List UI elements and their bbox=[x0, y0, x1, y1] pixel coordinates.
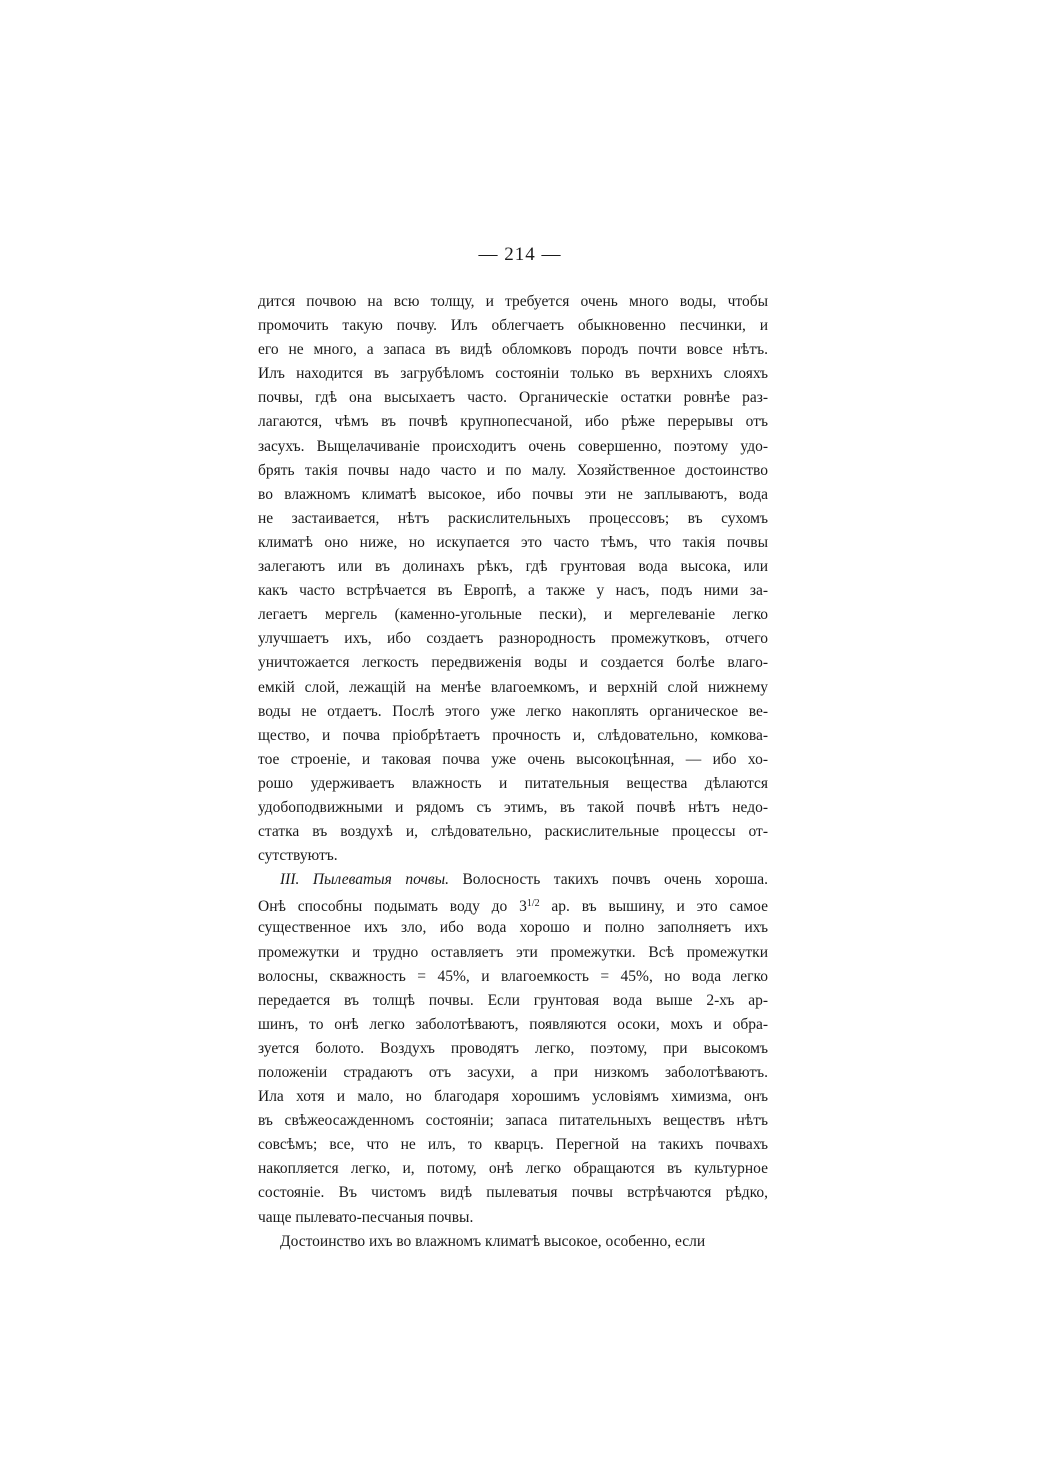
paragraph1-line: легаетъ мергель (каменно-угольные пески), и мергелеваніе легко bbox=[258, 606, 768, 624]
paragraph2-line: совсѣмъ; все, что не илъ, то кварцъ. Перегной на такихъ почвахъ bbox=[258, 1136, 768, 1154]
paragraph2-line: шинъ, то онѣ легко заболотѣваютъ, появляются осоки, мохъ и обра- bbox=[258, 1015, 768, 1033]
line-text: ар. въ вышину, и это самое bbox=[539, 898, 768, 916]
fraction: 1/2 bbox=[526, 898, 540, 910]
paragraph1-line: Илъ находится въ загрубѣломъ состояніи только въ верхнихъ слояхъ bbox=[258, 365, 768, 383]
paragraph1-line: промочить такую почву. Илъ облегчаетъ обыкновенно песчинки, и bbox=[258, 317, 768, 335]
paragraph2-line: чаще пылевато-песчаныя почвы. bbox=[258, 1208, 474, 1226]
paragraph1-line: брять такія почвы надо часто и по малу. Хозяйственное достоинство bbox=[258, 461, 768, 479]
paragraph2-line: Ила хотя и мало, но благодаря хорошимъ условіямъ химизма, онъ bbox=[258, 1088, 768, 1106]
paragraph1-line: улучшаетъ ихъ, ибо создаетъ разнородность промежутковъ, отчего bbox=[258, 630, 768, 648]
paragraph1-line: климатѣ оно ниже, но искупается это часто тѣмъ, что такія почвы bbox=[258, 533, 768, 551]
paragraph1-line: емкій слой, лежащій на менѣе влагоемкомъ, и верхній слой нижнему bbox=[258, 678, 768, 696]
page-number: — 214 — bbox=[478, 244, 562, 265]
paragraph1-line: сутствуютъ. bbox=[258, 847, 338, 865]
paragraph1-line: воды не отдаетъ. Послѣ этого уже легко накоплять органическое ве- bbox=[258, 702, 768, 720]
paragraph1-line: его не много, а запаса въ видѣ обломковъ породъ почти вовсе нѣтъ. bbox=[258, 341, 768, 359]
line-text: Онѣ способны подымать воду до 3 bbox=[258, 898, 527, 916]
section-heading: III. Пылеватыя почвы. bbox=[280, 871, 449, 889]
paragraph2-line: промежутки и трудно оставляетъ эти промежутки. Всѣ промежутки bbox=[258, 943, 768, 961]
paragraph-2-line-2 bbox=[258, 892, 768, 916]
paragraph1-line: щество, и почва пріобрѣтаетъ прочность и, слѣдовательно, комкова- bbox=[258, 726, 768, 744]
paragraph1-line: тое строеніе, и таковая почва уже очень высокоцѣнная, — ибо хо- bbox=[258, 750, 768, 768]
paragraph1-line: не застаивается, нѣтъ раскислительныхъ процессовъ; въ сухомъ bbox=[258, 509, 768, 527]
paragraph2-line: въ свѣжеосажденномъ состояніи; запаса питательныхъ веществъ нѣтъ bbox=[258, 1112, 768, 1130]
paragraph-2 bbox=[258, 916, 768, 1229]
paragraph1-line: статка въ воздухѣ и, слѣдовательно, раскислительные процессы от- bbox=[258, 823, 768, 841]
paragraph-3-first-line: Достоинство ихъ во влажномъ климатѣ высокое, особенно, если bbox=[280, 1232, 706, 1250]
paragraph2-line: волосны, скважность = 45%, и влагоемкость = 45%, но вода легко bbox=[258, 967, 768, 985]
paragraph-1 bbox=[258, 290, 768, 868]
paragraph1-line: удобоподвижными и рядомъ съ этимъ, въ такой почвѣ нѣтъ недо- bbox=[258, 798, 768, 816]
paragraph1-line: уничтожается легкость передвиженія воды и создается болѣе влаго- bbox=[258, 654, 768, 672]
paragraph1-line: лагаются, чѣмъ въ почвѣ крупнопесчаной, ибо рѣже перерывы отъ bbox=[258, 413, 768, 431]
paragraph2-line: накопляется легко, и, потому, онѣ легко обращаются въ культурное bbox=[258, 1160, 768, 1178]
paragraph2-line: передается въ толщѣ почвы. Если грунтовая вода выше 2-хъ ар- bbox=[258, 991, 768, 1009]
paragraph2-line: зуется болото. Воздухъ проводятъ легко, поэтому, при высокомъ bbox=[258, 1039, 768, 1057]
paragraph1-line: дится почвою на всю толщу, и требуется очень много воды, чтобы bbox=[258, 293, 768, 310]
paragraph1-line: какъ часто встрѣчается въ Европѣ, а также у насъ, подъ ними за- bbox=[258, 582, 768, 600]
section-heading-line bbox=[258, 868, 768, 892]
body-text bbox=[258, 290, 768, 1254]
paragraph1-line: почвы, гдѣ она высыхаетъ часто. Органическіе остатки ровнѣе раз- bbox=[258, 389, 768, 407]
paragraph2-line: существенное ихъ зло, ибо вода хорошо и полно заполняетъ ихъ bbox=[258, 919, 768, 937]
paragraph2-line: положеніи страдаютъ отъ засухи, а при низкомъ заболотѣваютъ. bbox=[258, 1064, 768, 1081]
paragraph1-line: рошо удерживаетъ влажность и питательныя вещества дѣлаются bbox=[258, 774, 768, 792]
section-heading-rest: Волосность такихъ почвъ очень хороша. bbox=[462, 871, 768, 889]
paragraph1-line: залегаютъ или въ долинахъ рѣкъ, гдѣ грунтовая вода высока, или bbox=[258, 558, 768, 576]
paragraph1-line: засухъ. Выщелачиваніе происходитъ очень совершенно, поэтому удо- bbox=[258, 437, 768, 455]
paragraph2-line: состояніе. Въ чистомъ видѣ пылеватыя почвы встрѣчаются рѣдко, bbox=[258, 1184, 768, 1202]
paragraph1-line: во влажномъ климатѣ высокое, ибо почвы эти не заплываютъ, вода bbox=[258, 485, 768, 503]
